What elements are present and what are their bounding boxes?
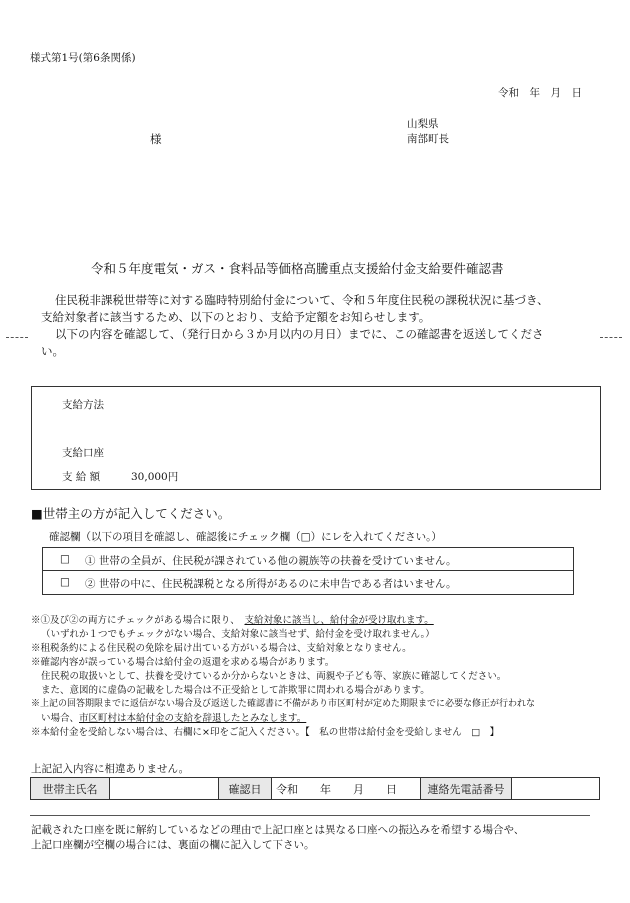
note-5: 住民税の取扱いとして、扶養を受けているか分からないときは、両親や子ども等、家族に確認してください。	[41, 671, 507, 682]
phone-label: 連絡先電話番号	[421, 778, 512, 800]
payment-amount-value: 30,000円	[131, 471, 179, 483]
head-name-label: 世帯主氏名	[31, 778, 110, 800]
sender-pref: 山梨県	[407, 118, 439, 130]
note-9-decline-option[interactable]: ※本給付金を受給しない場合は、右欄に×印をご記入ください。【 私の世帯は給付金を受給しません □ 】	[31, 727, 500, 738]
section-heading: ■世帯主の方が記入してください。	[31, 506, 231, 521]
applicant-table	[30, 777, 600, 800]
note-8	[41, 710, 306, 724]
note-1	[31, 612, 434, 626]
intro-line-3: 以下の内容を確認して、（発行日から３か月以内の月日）までに、この確認書を返送してくださ	[55, 327, 544, 341]
confirm-date-label: 確認日	[219, 778, 272, 800]
fold-mark-right	[600, 337, 622, 338]
checkbox-2[interactable]: □	[60, 576, 70, 588]
check-item-1-text: ① 世帯の全員が、住民税が課されている他の親族等の扶養を受けていません。	[85, 555, 457, 567]
confirm-statement: 上記記入内容に相違ありません。	[31, 763, 190, 775]
date-line: 令和 年 月 日	[498, 87, 582, 99]
payment-account-label: 支給口座	[62, 447, 104, 459]
payment-amount-label: 支 給 額	[62, 471, 101, 483]
check-item-2-text: ② 世帯の中に、住民税課税となる所得があるのに未申告である者はいません。	[85, 578, 457, 590]
note-8-part-a: い場合、	[41, 713, 80, 724]
bottom-note-line-1: 記載された口座を既に解約しているなどの理由で上記口座とは異なる口座への振込みを希望する場合や、	[31, 824, 525, 836]
confirm-date-field[interactable]: 令和 年 月 日	[272, 778, 421, 800]
note-2: （いずれか１つでもチェックがない場合、支給対象に該当せず、給付金を受け取れません。）	[41, 629, 435, 640]
head-name-field[interactable]	[110, 778, 219, 800]
note-1-part-b: 支給対象に該当し、給付金が受け取れます。	[244, 615, 434, 626]
note-3: ※租税条約による住民税の免除を届け出ている方がいる場合は、支給対象となりません。	[31, 643, 412, 654]
checklist-table	[42, 547, 574, 595]
intro-line-1: 住民税非課税世帯等に対する臨時特別給付金について、令和５年度住民税の課税状況に基づき、	[55, 293, 549, 307]
document-title: 令和５年度電気・ガス・食料品等価格高騰重点支援給付金支給要件確認書	[91, 261, 504, 276]
payment-method-label: 支給方法	[62, 399, 104, 411]
payment-info-box	[31, 386, 601, 490]
fold-mark-left	[6, 337, 28, 338]
note-6: また、意図的に虚偽の記載をした場合は不正受給として詐欺罪に問われる場合があります。	[41, 685, 430, 696]
note-7: ※上記の回答期限までに返信がない場合及び返送した確認書に不備があり市区町村が定めた期限までに必要な修正が行われな	[31, 699, 536, 709]
addressee-suffix: 様	[150, 132, 162, 146]
bottom-divider	[30, 815, 590, 816]
note-8-part-b: 市区町村は本給付金の支給を辞退したとみなします。	[79, 713, 307, 724]
note-1-part-a: ※①及び②の両方にチェックがある場合に限り、	[31, 615, 235, 626]
note-4: ※確認内容が誤っている場合は給付金の返還を求める場合があります。	[31, 657, 335, 668]
checklist-divider	[43, 570, 573, 571]
intro-line-2: 支給対象者に該当するため、以下のとおり、支給予定額をお知らせします。	[41, 310, 431, 324]
form-id: 様式第1号(第6条関係)	[30, 52, 136, 64]
phone-field[interactable]	[512, 778, 600, 800]
checkbox-1[interactable]: □	[60, 553, 70, 565]
sender-title: 南部町長	[407, 133, 449, 145]
intro-line-4: い。	[41, 344, 64, 358]
bottom-note-line-2: 上記口座欄が空欄の場合には、裏面の欄に記入して下さい。	[31, 839, 315, 851]
confirm-instruction: 確認欄（以下の項目を確認し、確認後にチェック欄（□）にレを入れてください。）	[49, 531, 442, 543]
